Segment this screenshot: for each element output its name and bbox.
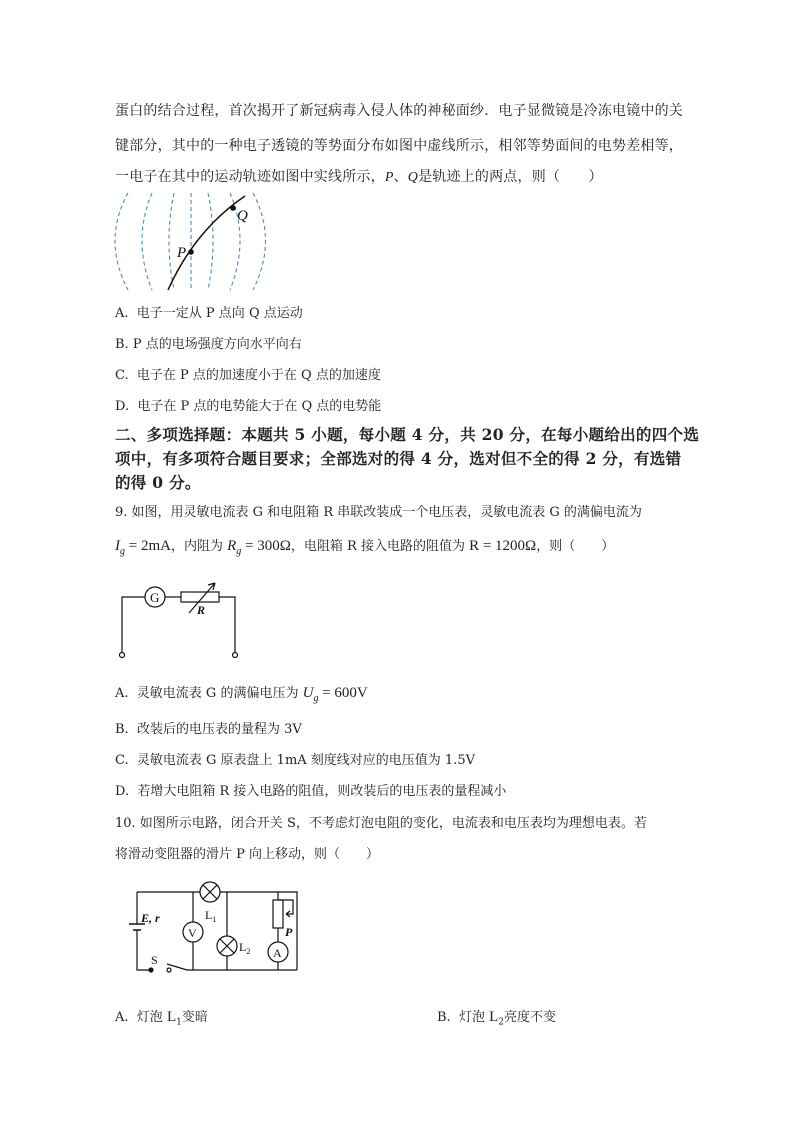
equipotential-line xyxy=(253,193,266,290)
label-S: S xyxy=(151,953,158,967)
q8-option-c[interactable]: C. 电子在 P 点的加速度小于在 Q 点的加速度 xyxy=(115,368,381,383)
q8-option-a[interactable]: A. 电子一定从 P 点向 Q 点运动 xyxy=(115,306,303,321)
wire xyxy=(219,597,235,655)
label-L1: $L_1$ xyxy=(205,908,217,924)
label-P: P xyxy=(177,245,187,261)
q9-line-2: $I_g = 2mA$，内阻为 $R_g = 300\Omega$，电阻箱 R 接入电路的阻值为 R = 1200Ω，则（ ） xyxy=(115,538,615,557)
section-2-header-line-3: 的得 0 分。 xyxy=(115,473,201,492)
label-P-slider: P xyxy=(285,925,293,939)
q8-line-3: 一电子在其中的运动轨迹如图中实线所示，P、Q是轨迹上的两点，则（ ） xyxy=(115,169,603,185)
switch-contact xyxy=(167,968,171,972)
q9-option-a[interactable]: A. 灵敏电流表 G 的满偏电压为 $U_g = 600V$ xyxy=(115,685,368,704)
q9-option-c[interactable]: C. 灵敏电流表 G 原表盘上 1mA 刻度线对应的电压值为 1.5V xyxy=(115,753,475,768)
slider-wire xyxy=(278,900,293,914)
q9-option-b[interactable]: B. 改装后的电压表的量程为 3V xyxy=(115,722,302,737)
label-L2: $L_2$ xyxy=(239,940,251,956)
q10-option-b[interactable]: B. 灯泡 $L_2$亮度不变 xyxy=(437,1009,557,1028)
label-E-r: E, r xyxy=(141,911,160,925)
switch-pivot xyxy=(149,968,153,972)
q8-option-d[interactable]: D. 电子在 P 点的电势能大于在 Q 点的电势能 xyxy=(115,399,382,414)
wire xyxy=(122,597,145,655)
point-P xyxy=(188,249,194,255)
q10-option-a[interactable]: A. 灯泡 $L_1$变暗 xyxy=(115,1009,208,1028)
q10-line-1: 10. 如图所示电路，闭合开关 S，不考虑灯泡电阻的变化，电流表和电压表均为理想电表。若 xyxy=(115,816,647,831)
label-G: G xyxy=(150,590,160,605)
equipotential-line xyxy=(208,193,213,290)
q9-line-1: 9. 如图，用灵敏电流表 G 和电阻箱 R 串联改装成一个电压表，灵敏电流表 G 的满偏电流为 xyxy=(115,505,642,520)
section-2-header-line-1: 二、多项选择题：本题共 5 小题，每小题 4 分，共 20 分，在每小题给出的四个选 xyxy=(115,425,700,444)
section-2-header-line-2: 项中，有多项符合题目要求；全部选对的得 4 分，选对但不全的得 2 分，有选错 xyxy=(115,449,682,468)
q9-option-d[interactable]: D. 若增大电阻箱 R 接入电路的阻值，则改装后的电压表的量程减小 xyxy=(115,784,507,799)
equipotential-line xyxy=(115,193,128,290)
terminal-right xyxy=(233,653,238,658)
q8-line-2: 键部分，其中的一种电子透镜的等势面分布如图中虚线所示，相邻等势面间的电势差相等， xyxy=(115,138,683,154)
label-A: A xyxy=(273,946,282,960)
q9-circuit-figure xyxy=(115,583,245,663)
q10-line-2: 将滑动变阻器的滑片 P 向上移动，则（ ） xyxy=(115,847,380,862)
equipotential-line xyxy=(169,193,174,290)
q10-circuit-figure xyxy=(125,878,305,978)
q8-line-1: 蛋白的结合过程，首次揭开了新冠病毒入侵人体的神秘面纱．电子显微镜是冷冻电镜中的关 xyxy=(115,103,683,119)
q8-option-b[interactable]: B. P 点的电场强度方向水平向右 xyxy=(115,337,302,352)
equipotential-line xyxy=(142,193,152,290)
wire xyxy=(137,936,149,970)
q8-equipotential-figure xyxy=(110,190,270,295)
label-R: R xyxy=(197,603,206,617)
terminal-left xyxy=(120,653,125,658)
label-V: V xyxy=(188,926,197,940)
label-Q: Q xyxy=(237,208,248,224)
rheostat-symbol xyxy=(273,900,283,928)
point-Q xyxy=(230,205,236,211)
